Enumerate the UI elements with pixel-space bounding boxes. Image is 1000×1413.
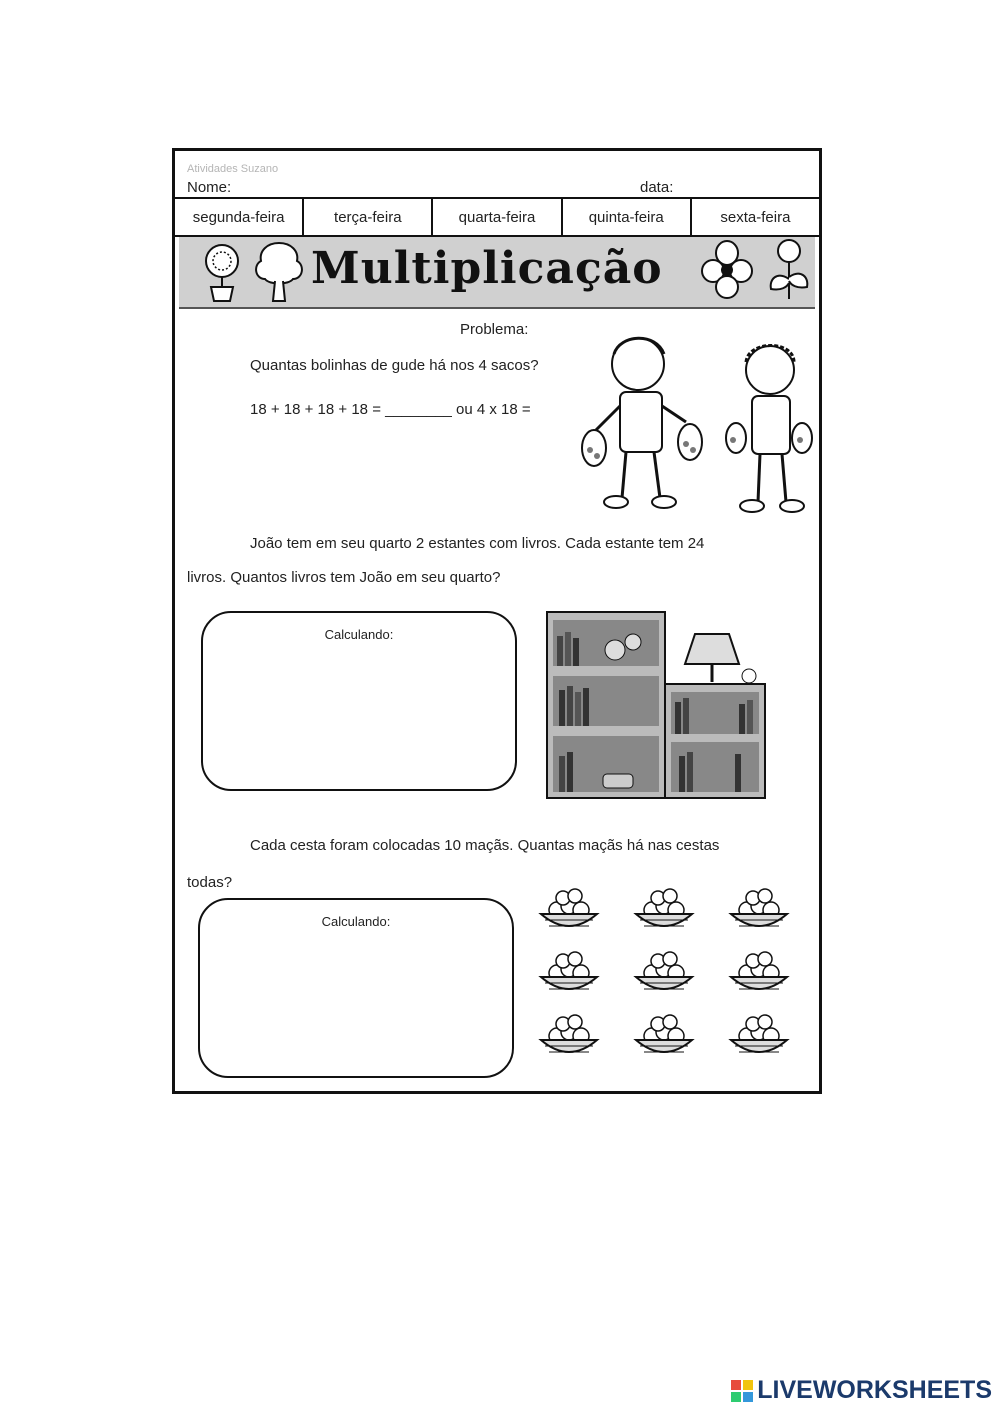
basket-icon [636,952,692,989]
apple-baskets-illustration [535,888,810,1078]
tree-icon [251,239,307,305]
question-books-line2: livros. Quantos livros tem João em seu quarto? [187,569,501,586]
weekday-row [175,199,819,237]
day-cell: segunda-feira [175,199,304,235]
watermark: Atividades Suzano [187,163,279,175]
basket-icon [731,1015,787,1052]
calculation-label: Calculando: [321,914,391,929]
basket-icon [636,1015,692,1052]
question-apples-line2: todas? [187,874,233,891]
question-apples-line1: Cada cesta foram colocadas 10 maçãs. Quantas maçãs há nas cestas [250,837,720,854]
basket-icon [541,952,597,989]
logo-mark-icon [731,1380,753,1402]
day-cell: quinta-feira [563,199,692,235]
bookshelf-illustration [539,606,809,806]
date-label: data: [640,179,674,196]
boys-with-marbles-illustration [580,326,820,521]
logo-text: LIVEWORKSHEETS [757,1376,992,1404]
problem-heading: Problema: [460,321,529,338]
day-cell: terça-feira [304,199,433,235]
name-label: Nome: [187,179,232,196]
page-title: Multiplicação [311,243,663,294]
basket-icon [541,889,597,926]
day-cell: sexta-feira [720,208,791,226]
calculation-box-apples[interactable] [198,898,514,1078]
potted-plant-icon [197,241,247,303]
question-marbles: Quantas bolinhas de gude há nos 4 sacos? [250,357,539,374]
basket-icon [541,1015,597,1052]
title-banner [179,237,815,309]
flower-icon [699,239,755,301]
basket-icon [731,952,787,989]
question-books-line1: João tem em seu quarto 2 estantes com livros. Cada estante tem 24 [250,535,705,552]
basket-icon [636,889,692,926]
worksheet [172,148,822,1094]
calculation-box-books[interactable] [201,611,517,791]
calculation-label: Calculando: [324,627,394,642]
potted-flower-icon [763,237,815,303]
day-cell: quarta-feira [433,199,562,235]
basket-icon [731,889,787,926]
liveworksheets-logo[interactable] [731,1376,992,1405]
equation: 18 + 18 + 18 + 18 = ________ ou 4 x 18 = [250,401,531,418]
